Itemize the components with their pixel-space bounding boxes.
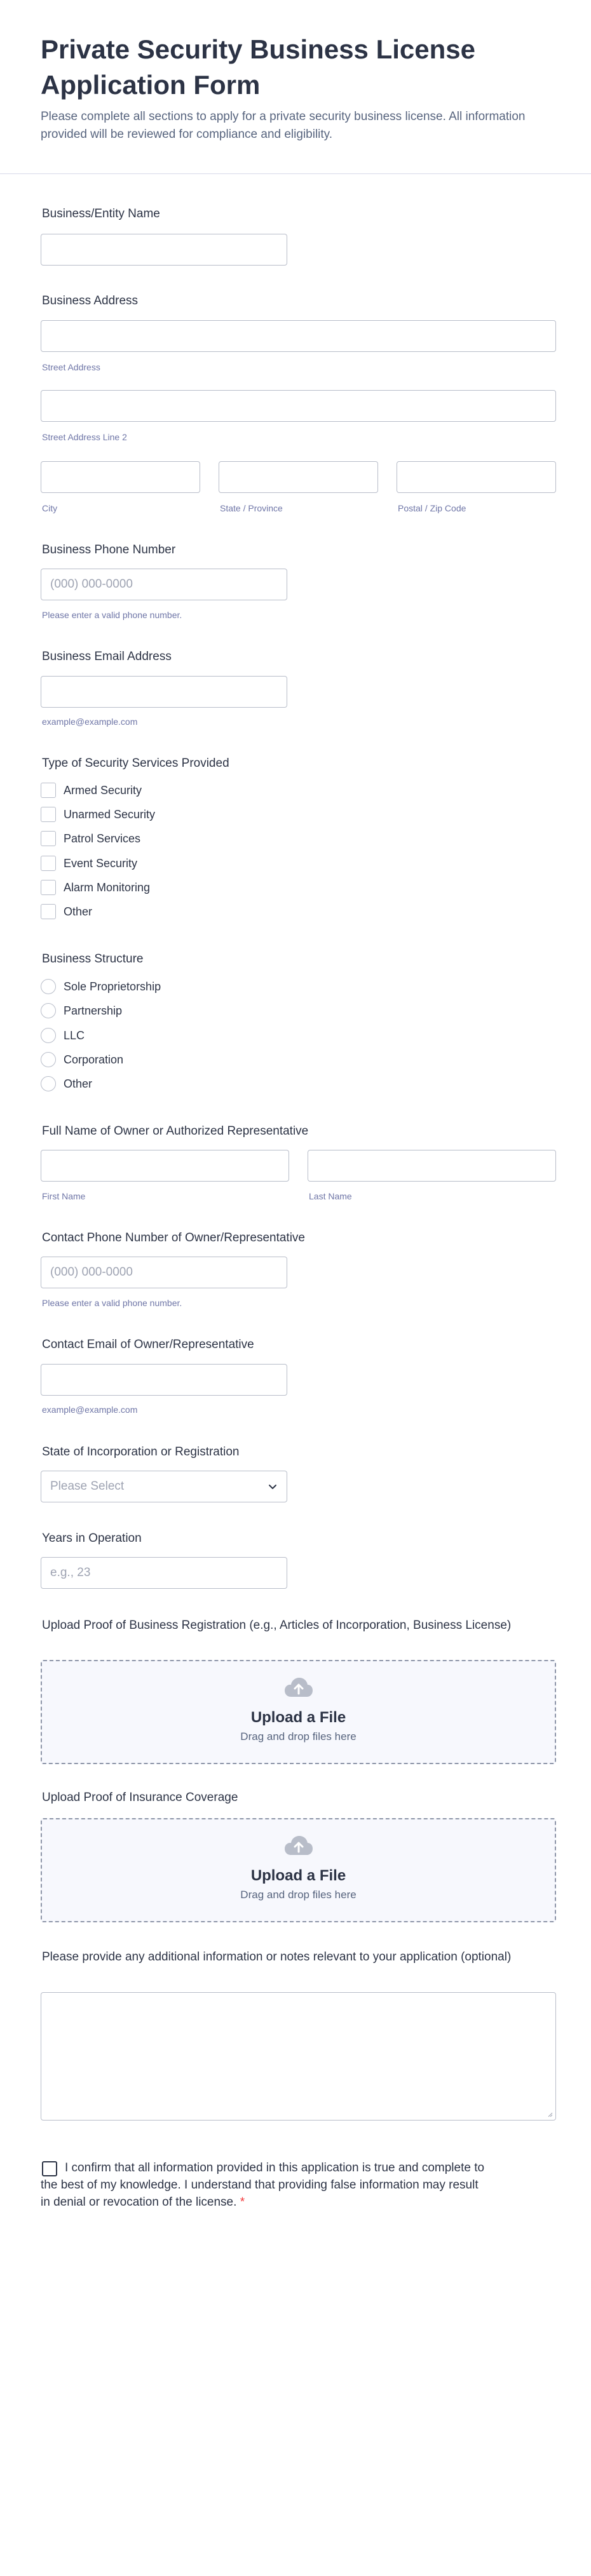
business-email-hint: example@example.com (42, 717, 138, 727)
radio-button[interactable] (41, 979, 56, 994)
street-address-line2-sublabel: Street Address Line 2 (42, 432, 127, 442)
years-input[interactable] (41, 1557, 287, 1589)
state-province-input[interactable] (219, 461, 378, 493)
resize-handle-icon[interactable] (547, 2111, 553, 2117)
upload-title: Upload a File (250, 1709, 346, 1726)
service-option-event[interactable] (41, 854, 137, 872)
business-phone-input[interactable] (41, 569, 287, 600)
structure-option-partnership[interactable] (41, 1002, 122, 1020)
service-option-armed[interactable] (41, 781, 142, 799)
owner-email-input[interactable] (41, 1364, 287, 1396)
checkbox[interactable] (41, 783, 56, 798)
option-label: Other (64, 905, 93, 918)
checkbox[interactable] (41, 831, 56, 846)
upload-insurance-dropzone[interactable] (41, 1818, 556, 1922)
last-name-sublabel: Last Name (309, 1191, 352, 1201)
checkbox[interactable] (41, 904, 56, 919)
confirm-statement (41, 2159, 486, 2211)
option-label: Alarm Monitoring (64, 880, 151, 894)
incorporation-state-select[interactable] (41, 1471, 287, 1502)
incorporation-state-label: State of Incorporation or Registration (42, 1445, 240, 1459)
option-label: Armed Security (64, 783, 142, 797)
service-option-patrol[interactable] (41, 830, 140, 847)
owner-phone-input[interactable] (41, 1257, 287, 1288)
option-label: LLC (64, 1028, 85, 1042)
owner-phone-hint: Please enter a valid phone number. (42, 1298, 182, 1308)
confirm-text: I confirm that all information provided in this application is true and complete to the best of my knowledge. I understand that providing false information may result in denial or revocation of the license. (41, 2161, 485, 2209)
chevron-down-icon (268, 1481, 278, 1492)
postal-code-sublabel: Postal / Zip Code (398, 503, 466, 513)
option-label: Partnership (64, 1004, 123, 1017)
service-option-other[interactable] (41, 903, 92, 920)
radio-button[interactable] (41, 1052, 56, 1067)
notes-label: Please provide any additional information or notes relevant to your application (optional) (42, 1950, 512, 1964)
owner-name-label: Full Name of Owner or Authorized Representative (42, 1124, 309, 1138)
street-address-input[interactable] (41, 320, 556, 352)
structure-option-llc[interactable] (41, 1027, 85, 1044)
business-phone-label: Business Phone Number (42, 543, 176, 556)
upload-subtitle: Drag and drop files here (240, 1730, 357, 1743)
upload-registration-dropzone[interactable] (41, 1660, 556, 1764)
structure-option-corporation[interactable] (41, 1051, 123, 1069)
first-name-sublabel: First Name (42, 1191, 86, 1201)
checkbox[interactable] (41, 880, 56, 895)
business-address-label: Business Address (42, 294, 139, 307)
owner-phone-placeholder: (000) 000-0000 (50, 1265, 133, 1279)
option-label: Patrol Services (64, 832, 141, 845)
postal-code-input[interactable] (397, 461, 556, 493)
select-placeholder: Please Select (50, 1480, 125, 1493)
years-label: Years in Operation (42, 1532, 142, 1545)
header-divider (0, 173, 591, 174)
business-name-label: Business/Entity Name (42, 207, 160, 220)
form-header (41, 32, 549, 144)
cloud-upload-icon (283, 1835, 314, 1858)
service-option-alarm[interactable] (41, 879, 150, 896)
form-title: Private Security Business License Application Form (41, 34, 475, 100)
upload-insurance-label: Upload Proof of Insurance Coverage (42, 1791, 238, 1804)
business-email-input[interactable] (41, 676, 287, 708)
cloud-upload-icon (283, 1676, 314, 1699)
street-address-line2-input[interactable] (41, 390, 556, 422)
radio-button[interactable] (41, 1076, 56, 1091)
option-label: Event Security (64, 856, 138, 870)
option-label: Corporation (64, 1053, 124, 1066)
structure-option-sole[interactable] (41, 978, 161, 995)
first-name-input[interactable] (41, 1150, 289, 1182)
services-label: Type of Security Services Provided (42, 757, 229, 770)
last-name-input[interactable] (308, 1150, 556, 1182)
checkbox[interactable] (41, 856, 56, 871)
city-sublabel: City (42, 503, 58, 513)
upload-registration-label: Upload Proof of Business Registration (e.g., Articles of Incorporation, Business License) (42, 1619, 512, 1632)
option-label: Sole Proprietorship (64, 980, 161, 993)
owner-phone-label: Contact Phone Number of Owner/Representative (42, 1231, 305, 1244)
owner-email-hint: example@example.com (42, 1405, 138, 1415)
upload-subtitle: Drag and drop files here (240, 1889, 357, 1901)
required-asterisk: * (240, 2195, 245, 2209)
business-phone-hint: Please enter a valid phone number. (42, 610, 182, 620)
upload-title: Upload a File (250, 1867, 346, 1884)
checkbox[interactable] (41, 807, 56, 822)
notes-textarea[interactable] (41, 1992, 556, 2121)
city-input[interactable] (41, 461, 200, 493)
form-subtitle: Please complete all sections to apply for a private security business license. All information provided will be reviewed for compliance and eligibility. (41, 110, 526, 141)
years-placeholder: e.g., 23 (50, 1566, 91, 1579)
option-label: Unarmed Security (64, 807, 156, 821)
state-province-sublabel: State / Province (220, 503, 283, 513)
structure-option-other[interactable] (41, 1075, 92, 1093)
business-email-label: Business Email Address (42, 650, 172, 663)
service-option-unarmed[interactable] (41, 806, 155, 823)
radio-button[interactable] (41, 1028, 56, 1043)
street-address-sublabel: Street Address (42, 362, 100, 372)
structure-label: Business Structure (42, 952, 144, 966)
business-phone-placeholder: (000) 000-0000 (50, 577, 133, 591)
option-label: Other (64, 1077, 93, 1090)
owner-email-label: Contact Email of Owner/Representative (42, 1338, 254, 1351)
business-name-input[interactable] (41, 234, 287, 266)
radio-button[interactable] (41, 1003, 56, 1018)
